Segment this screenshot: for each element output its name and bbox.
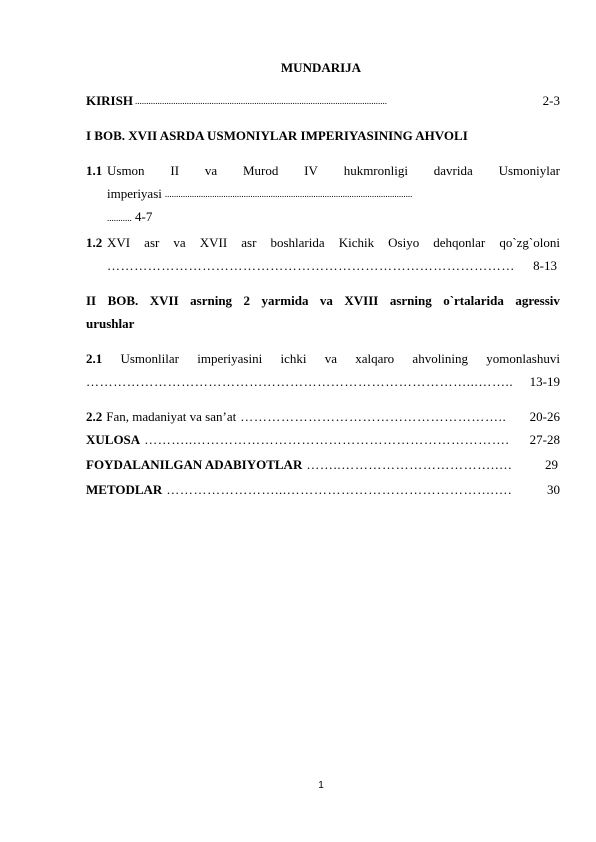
toc-page: 29 — [545, 457, 558, 472]
toc-leader: ………………………………………………….. — [240, 409, 507, 424]
toc-label: KIRISH — [86, 93, 133, 108]
word: imperiyasini — [197, 351, 263, 366]
toc-page: 8-13 — [533, 258, 557, 273]
word: xalqaro — [355, 351, 395, 366]
word: va — [319, 293, 333, 308]
word: 2 — [243, 293, 251, 308]
word: boshlarida — [270, 235, 325, 250]
word: ichki — [280, 351, 307, 366]
toc-entry-xulosa — [86, 432, 560, 448]
toc-label: FOYDALANILGAN ADABIYOTLAR — [86, 457, 303, 472]
toc-label: Fan, madaniyat va san’at — [106, 409, 237, 424]
word: asrning — [190, 293, 233, 308]
toc-leader: ……………………...……………………………………….…. — [166, 482, 512, 497]
word: asrning — [389, 293, 432, 308]
toc-chapter-2-line1 — [86, 293, 560, 309]
toc-leader: ……………………………………………………………………………… — [107, 258, 515, 273]
toc-label: METODLAR — [86, 482, 163, 497]
toc-entry-1-2-line1 — [107, 235, 560, 251]
word: asr — [241, 235, 257, 250]
word: Usmon — [107, 163, 145, 178]
word: II — [170, 163, 180, 178]
word: va — [204, 163, 218, 178]
word: BOB. — [107, 293, 139, 308]
toc-page: 27-28 — [529, 432, 560, 447]
word: davrida — [433, 163, 473, 178]
toc-page: 20-26 — [529, 409, 560, 424]
toc-entry-metodlar — [86, 482, 560, 498]
toc-chapter-2-line2: urushlar — [86, 316, 135, 331]
toc-entry-adabiyotlar — [86, 457, 558, 473]
toc-entry-1-1-line3 — [107, 209, 152, 226]
word: qo`zg`oloni — [499, 235, 560, 250]
toc-num: 2.2 — [86, 409, 103, 424]
word: dehqonlar — [433, 235, 486, 250]
toc-entry-1-1-line1 — [107, 163, 560, 179]
toc-page: 30 — [547, 482, 560, 497]
toc-num: 1.2 — [86, 235, 103, 250]
word: va — [324, 351, 337, 366]
toc-label: XULOSA — [86, 432, 141, 447]
word: Usmoniylar — [498, 163, 560, 178]
word: va — [173, 235, 186, 250]
toc-leader: ………..……………………………………………………………. — [144, 432, 510, 447]
toc-page: 13-19 — [529, 374, 560, 389]
word: yarmida — [261, 293, 309, 308]
word: asr — [144, 235, 160, 250]
toc-leader: ................................................................................................................ — [134, 96, 387, 106]
word: XVII — [199, 235, 228, 250]
word: o`rtalarida — [443, 293, 504, 308]
toc-entry-kirish — [86, 93, 560, 109]
toc-entry-1-1-line2 — [107, 186, 560, 202]
page-number: 1 — [318, 780, 324, 791]
toc-entry-2-2 — [86, 409, 560, 425]
word: II — [86, 293, 97, 308]
toc-leader: …………………………………………………………………………...…….. — [86, 374, 514, 389]
toc-entry-1-2-line2 — [107, 258, 557, 274]
word: hukmronligi — [343, 163, 408, 178]
word: Kichik — [338, 235, 375, 250]
toc-page: 4-7 — [135, 209, 153, 224]
toc-label: imperiyasi — [107, 186, 162, 201]
toc-page: 2-3 — [542, 93, 560, 108]
word: XVIII — [344, 293, 379, 308]
word: yomonlashuvi — [486, 351, 560, 366]
word: Usmonlilar — [120, 351, 179, 366]
word: ahvolining — [412, 351, 469, 366]
toc-leader: ........... — [107, 213, 132, 223]
word: XVII — [149, 293, 179, 308]
toc-entry-2-1-line1 — [86, 351, 560, 367]
word: Osiyo — [388, 235, 420, 250]
toc-num: 1.1 — [86, 163, 103, 178]
page-title: MUNDARIJA — [280, 60, 362, 75]
word: agressiv — [515, 293, 560, 308]
toc-leader: .............................................................................................................. — [164, 189, 413, 199]
word: IV — [304, 163, 318, 178]
toc-entry-2-1-line2 — [86, 374, 560, 390]
word: Murod — [242, 163, 279, 178]
toc-num: 2.1 — [86, 351, 103, 366]
word: XVI — [107, 235, 131, 250]
toc-leader: ……..…………………………….…. — [306, 457, 513, 472]
toc-chapter-1: I BOB. XVII ASRDA USMONIYLAR IMPERIYASINING AHVOLI — [86, 128, 468, 143]
